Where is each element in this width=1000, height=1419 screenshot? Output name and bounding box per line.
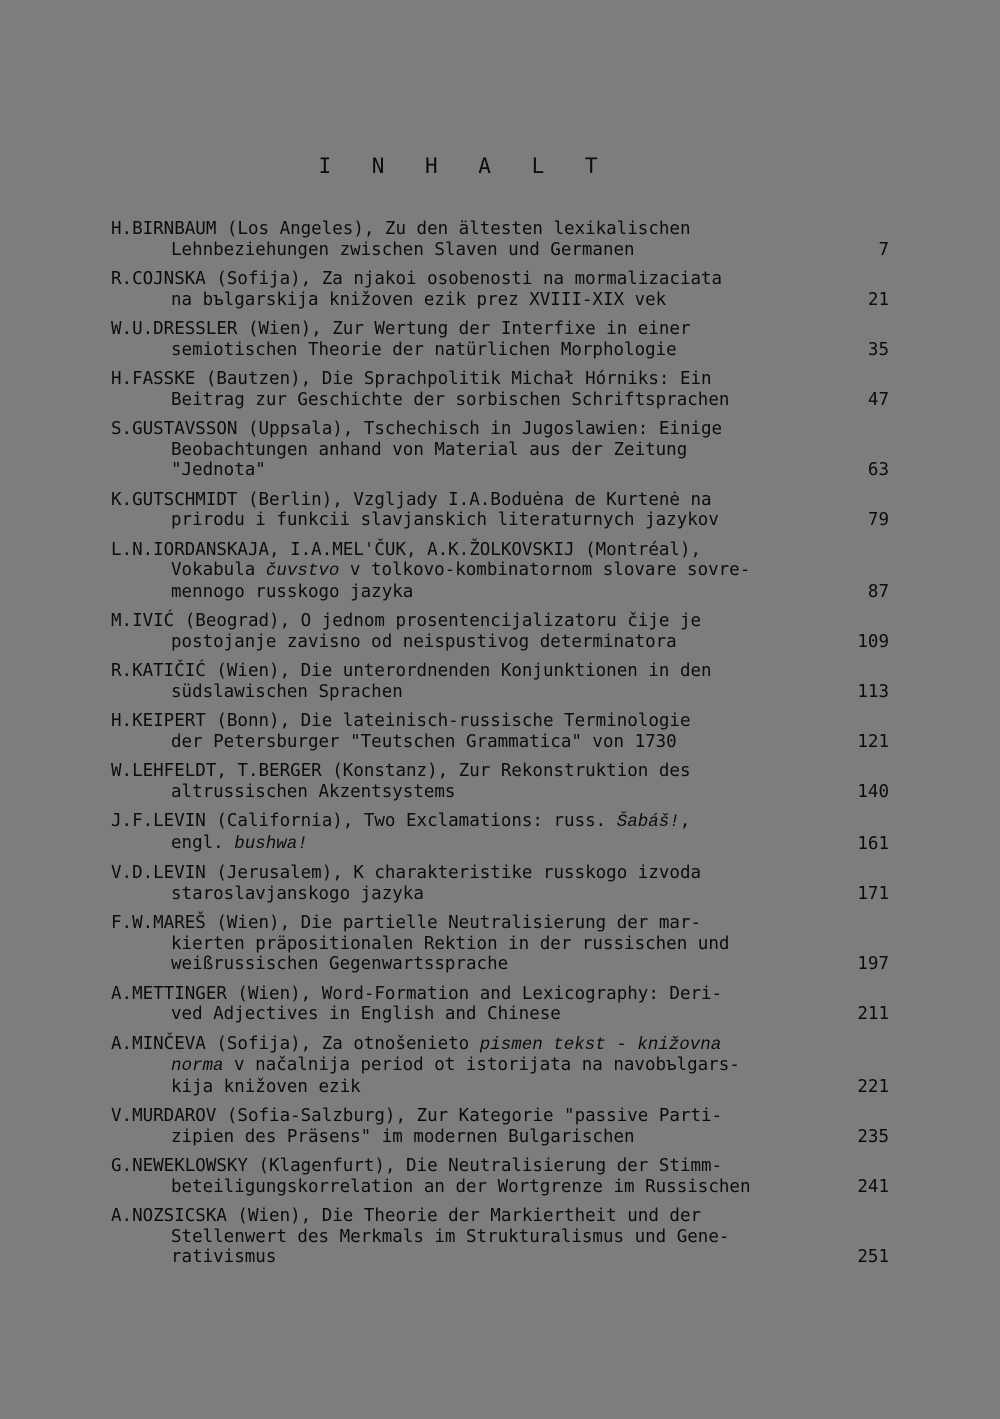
entry-page-number: 87 [867, 581, 889, 602]
entry-author-line: S.GUSTAVSSON (Uppsala), Tschechisch in Jugoslawien: Einige [111, 419, 723, 439]
entry-page-number: 21 [867, 289, 889, 310]
toc-entry [111, 611, 901, 652]
entry-author-line: R.KATIČIĆ (Wien), Die unterordnenden Konjunktionen in den [111, 661, 712, 681]
entry-title-line: na bъlgarskija knižoven ezik prez XVIII-XIX vek [171, 289, 667, 310]
toc-entry [111, 661, 901, 702]
toc-entry [111, 419, 901, 481]
entry-title-line: kija knižoven ezik [171, 1076, 361, 1097]
entry-author-line: V.MURDAROV (Sofia-Salzburg), Zur Kategorie "passive Parti- [111, 1106, 723, 1126]
entry-title-line: beteiligungskorrelation an der Wortgrenze im Russischen [171, 1176, 751, 1197]
entry-title-line: Stellenwert des Merkmals im Strukturalismus und Gene- [171, 1226, 730, 1247]
toc-entry [111, 319, 901, 360]
toc-entry [111, 369, 901, 410]
entry-page-number: 79 [867, 510, 889, 530]
entry-page-number: 221 [857, 1076, 889, 1097]
entry-author-line: A.METTINGER (Wien), Word-Formation and Lexicography: Deri- [111, 983, 723, 1004]
toc-entry [111, 1034, 901, 1098]
entry-title-line: Lehnbeziehungen zwischen Slaven und Germanen [171, 239, 635, 260]
toc-entry [111, 269, 901, 310]
entry-title-line: weißrussischen Gegenwartssprache [171, 954, 509, 974]
entry-title-line: altrussischen Akzentsystems [171, 781, 456, 802]
entry-author-line: A.NOZSICSKA (Wien), Die Theorie der Markiertheit und der [111, 1206, 702, 1226]
entry-page-number: 251 [857, 1247, 889, 1267]
entry-author-line: J.F.LEVIN (California), Two Exclamations: russ. Šabáš!, [111, 811, 691, 832]
toc-entry [111, 863, 901, 904]
entry-page-number: 161 [857, 833, 889, 854]
entry-author-line: R.COJNSKA (Sofija), Za njakoi osobenosti na mormalizaciata [111, 269, 723, 289]
entry-page-number: 140 [857, 781, 889, 802]
entry-page-number: 47 [867, 389, 889, 410]
entry-title-line: Beitrag zur Geschichte der sorbischen Schriftsprachen [171, 389, 730, 410]
entry-page-number: 171 [857, 883, 889, 904]
entry-page-number: 35 [867, 339, 889, 360]
toc-entry [111, 490, 901, 531]
toc-entry [111, 984, 901, 1025]
entry-author-line: F.W.MAREŠ (Wien), Die partielle Neutralisierung der mar- [111, 913, 702, 933]
table-of-contents [111, 219, 901, 1277]
entry-title-line: südslawischen Sprachen [171, 681, 403, 702]
entry-author-line: G.NEWEKLOWSKY (Klagenfurt), Die Neutralisierung der Stimm- [111, 1156, 723, 1176]
toc-entry [111, 1156, 901, 1197]
entry-author-line: W.U.DRESSLER (Wien), Zur Wertung der Interfixe in einer [111, 319, 691, 339]
entry-title-line: zipien des Präsens" im modernen Bulgarischen [171, 1126, 635, 1147]
entry-title-line: der Petersburger "Teutschen Grammatica" von 1730 [171, 731, 677, 752]
entry-title-line: engl. bushwa! [171, 832, 308, 854]
entry-page-number: 211 [857, 1004, 889, 1024]
page-title: I N H A L T [318, 154, 612, 178]
toc-entry [111, 913, 901, 975]
entry-author-line: L.N.IORDANSKAJA, I.A.MEL'ČUK, A.K.ŽOLKOVSKIJ (Montréal), [111, 539, 702, 560]
entry-page-number: 121 [857, 731, 889, 752]
entry-page-number: 7 [878, 239, 889, 260]
toc-entry [111, 540, 901, 603]
entry-author-line: K.GUTSCHMIDT (Berlin), Vzgljady I.A.Boduėna de Kurtenė na [111, 489, 712, 510]
toc-entry [111, 811, 901, 854]
toc-entry [111, 1206, 901, 1268]
entry-title-line: mennogo russkogo jazyka [171, 581, 414, 602]
entry-author-line: V.D.LEVIN (Jerusalem), K charakteristike russkogo izvoda [111, 863, 702, 883]
entry-title-line: Beobachtungen anhand von Material aus der Zeitung [171, 439, 688, 460]
toc-entry [111, 1106, 901, 1147]
entry-author-line: A.MINČEVA (Sofija), Za otnošenieto pismen tekst - knižovna [111, 1033, 722, 1055]
entry-page-number: 241 [857, 1176, 889, 1197]
entry-page-number: 63 [867, 460, 889, 480]
entry-title-line: ved Adjectives in English and Chinese [171, 1004, 561, 1024]
entry-title-line: prirodu i funkcii slavjanskich literaturnych jazykov [171, 510, 719, 530]
entry-author-line: H.BIRNBAUM (Los Angeles), Zu den ältesten lexikalischen [111, 219, 691, 239]
entry-title-line: norma v načalnija period ot istorijata na navobъlgars- [171, 1055, 740, 1076]
entry-page-number: 197 [857, 954, 889, 974]
entry-title-line: Vokabula čuvstvo v tolkovo-kombinatornom slovare sovre- [171, 560, 751, 581]
entry-author-line: H.KEIPERT (Bonn), Die lateinisch-russische Terminologie [111, 711, 691, 731]
entry-title-line: semiotischen Theorie der natürlichen Morphologie [171, 339, 677, 360]
entry-title-line: staroslavjanskogo jazyka [171, 883, 424, 904]
entry-author-line: W.LEHFELDT, T.BERGER (Konstanz), Zur Rekonstruktion des [111, 761, 691, 781]
toc-entry [111, 761, 901, 802]
entry-title-line: postojanje zavisno od neispustivog determinatora [171, 631, 677, 652]
toc-entry [111, 219, 901, 260]
entry-title-line: kierten präpositionalen Rektion in der russischen und [171, 933, 730, 954]
entry-page-number: 235 [857, 1126, 889, 1147]
entry-author-line: H.FASSKE (Bautzen), Die Sprachpolitik Michał Hórniks: Ein [111, 369, 712, 389]
toc-entry [111, 711, 901, 752]
entry-page-number: 113 [857, 681, 889, 702]
entry-author-line: M.IVIĆ (Beograd), O jednom prosentencijalizatoru čije je [111, 611, 702, 631]
entry-title-line: rativismus [171, 1247, 277, 1267]
entry-page-number: 109 [857, 631, 889, 652]
entry-title-line: "Jednota" [171, 460, 266, 480]
